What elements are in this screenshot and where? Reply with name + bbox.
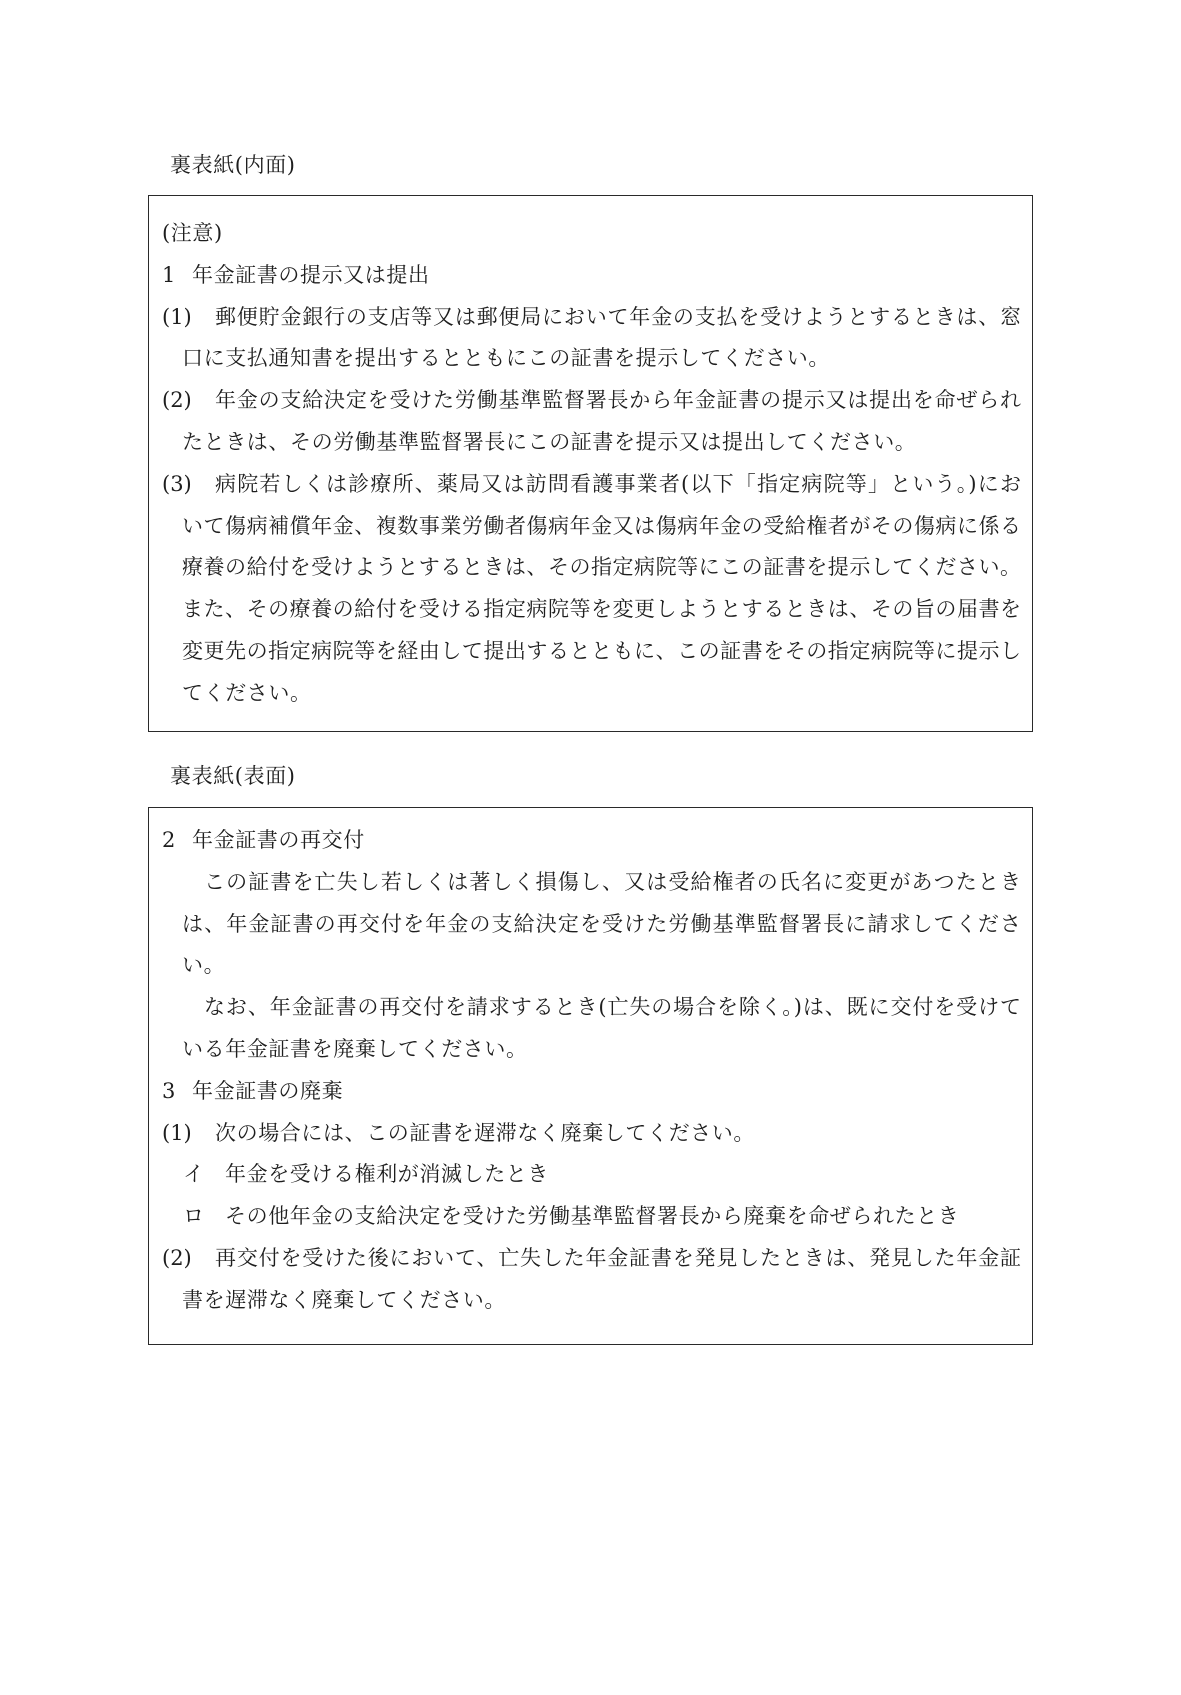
item-text: 年金の支給決定を受けた労働基準監督署長から年金証書の提示又は提出を命ぜられ (215, 388, 1021, 413)
subitem-text: その他年金の支給決定を受けた労働基準監督署長から廃棄を命ぜられたとき (225, 1204, 960, 1229)
paragraph-2-2-line (149, 1029, 1032, 1071)
item-1-2-line (149, 380, 1032, 422)
item-1-2-line (149, 422, 1032, 464)
subitem-line (149, 1154, 1032, 1196)
item-1-3-line (149, 547, 1032, 589)
item-text: いて傷病補償年金、複数事業労働者傷病年金又は傷病年金の受給権者がその傷病に係る (182, 513, 1021, 538)
item-text: 再交付を受けた後において、亡失した年金証書を発見したときは、発見した年金証 (215, 1245, 1021, 1270)
outer-cover-notice-box (148, 807, 1033, 1345)
subitem-marker: ロ (183, 1204, 204, 1229)
paragraph-text: い。 (182, 953, 226, 978)
section-number: 1 (162, 262, 176, 287)
section-number: 2 (162, 828, 176, 852)
paragraph-2-1-line (149, 862, 1032, 904)
inner-cover-notice-box (148, 195, 1033, 732)
section-1-heading (149, 255, 1032, 297)
item-1-3-line (149, 631, 1032, 673)
section-2-heading (149, 820, 1032, 862)
section-3-heading (149, 1071, 1032, 1113)
item-1-3-line (149, 506, 1032, 548)
item-text: 変更先の指定病院等を経由して提出するとともに、この証書をその指定病院等に提示し (182, 638, 1021, 663)
section-title: 年金証書の廃棄 (192, 1078, 344, 1103)
item-1-3-line (149, 589, 1032, 631)
item-text: たときは、その労働基準監督署長にこの証書を提示又は提出してください。 (182, 429, 917, 454)
item-text: また、その療養の給付を受ける指定病院等を変更しようとするときは、その旨の届書を (182, 597, 1021, 622)
subitem-marker: イ (183, 1162, 204, 1187)
paragraph-text: なお、年金証書の再交付を請求するとき(亡失の場合を除く。)は、既に交付を受けて (204, 995, 1021, 1020)
item-text: 郵便貯金銀行の支店等又は郵便局において年金の支払を受けようとするときは、窓 (215, 304, 1021, 329)
section-title: 年金証書の再交付 (192, 828, 365, 852)
paragraph-2-1-line (149, 904, 1032, 946)
subitem-text: 年金を受ける権利が消滅したとき (225, 1162, 549, 1187)
item-number: (1) (162, 304, 192, 329)
item-number: (2) (162, 388, 192, 413)
paragraph-2-2-line (149, 987, 1032, 1029)
section-title: 年金証書の提示又は提出 (192, 262, 430, 287)
item-3-2-line (149, 1238, 1032, 1280)
paragraph-text: いる年金証書を廃棄してください。 (182, 1036, 528, 1061)
outer-cover-heading: 裏表紙(表面) (170, 764, 296, 788)
paragraph-text: は、年金証書の再交付を年金の支給決定を受けた労働基準監督署長に請求してくださ (182, 911, 1021, 936)
item-text: 次の場合には、この証書を遅滞なく廃棄してください。 (215, 1120, 755, 1145)
paragraph-text: この証書を亡失し若しくは著しく損傷し、又は受給権者の氏名に変更があつたとき (204, 869, 1021, 894)
notice-label-line (149, 213, 1032, 255)
item-number: (3) (162, 471, 192, 496)
inner-cover-heading: 裏表紙(内面) (170, 153, 296, 177)
paragraph-2-1-line (149, 945, 1032, 987)
item-1-3-line (149, 464, 1032, 506)
item-number: (1) (162, 1120, 192, 1145)
item-1-3-line (149, 673, 1032, 715)
item-3-1-line (149, 1113, 1032, 1155)
item-number: (2) (162, 1245, 192, 1270)
item-text: 書を遅滞なく廃棄してください。 (182, 1287, 506, 1312)
item-text: 口に支払通知書を提出するとともにこの証書を提示してください。 (182, 346, 830, 371)
subitem-line (149, 1196, 1032, 1238)
item-text: 病院若しくは診療所、薬局又は訪問看護事業者(以下「指定病院等」という。)にお (215, 471, 1021, 496)
item-text: てください。 (182, 680, 312, 705)
notice-label: (注意) (162, 221, 223, 245)
section-number: 3 (162, 1078, 176, 1103)
item-3-2-line (149, 1280, 1032, 1322)
item-1-1-line (149, 297, 1032, 339)
item-1-1-line (149, 338, 1032, 380)
item-text: 療養の給付を受けようとするときは、その指定病院等にこの証書を提示してください。 (182, 555, 1021, 580)
